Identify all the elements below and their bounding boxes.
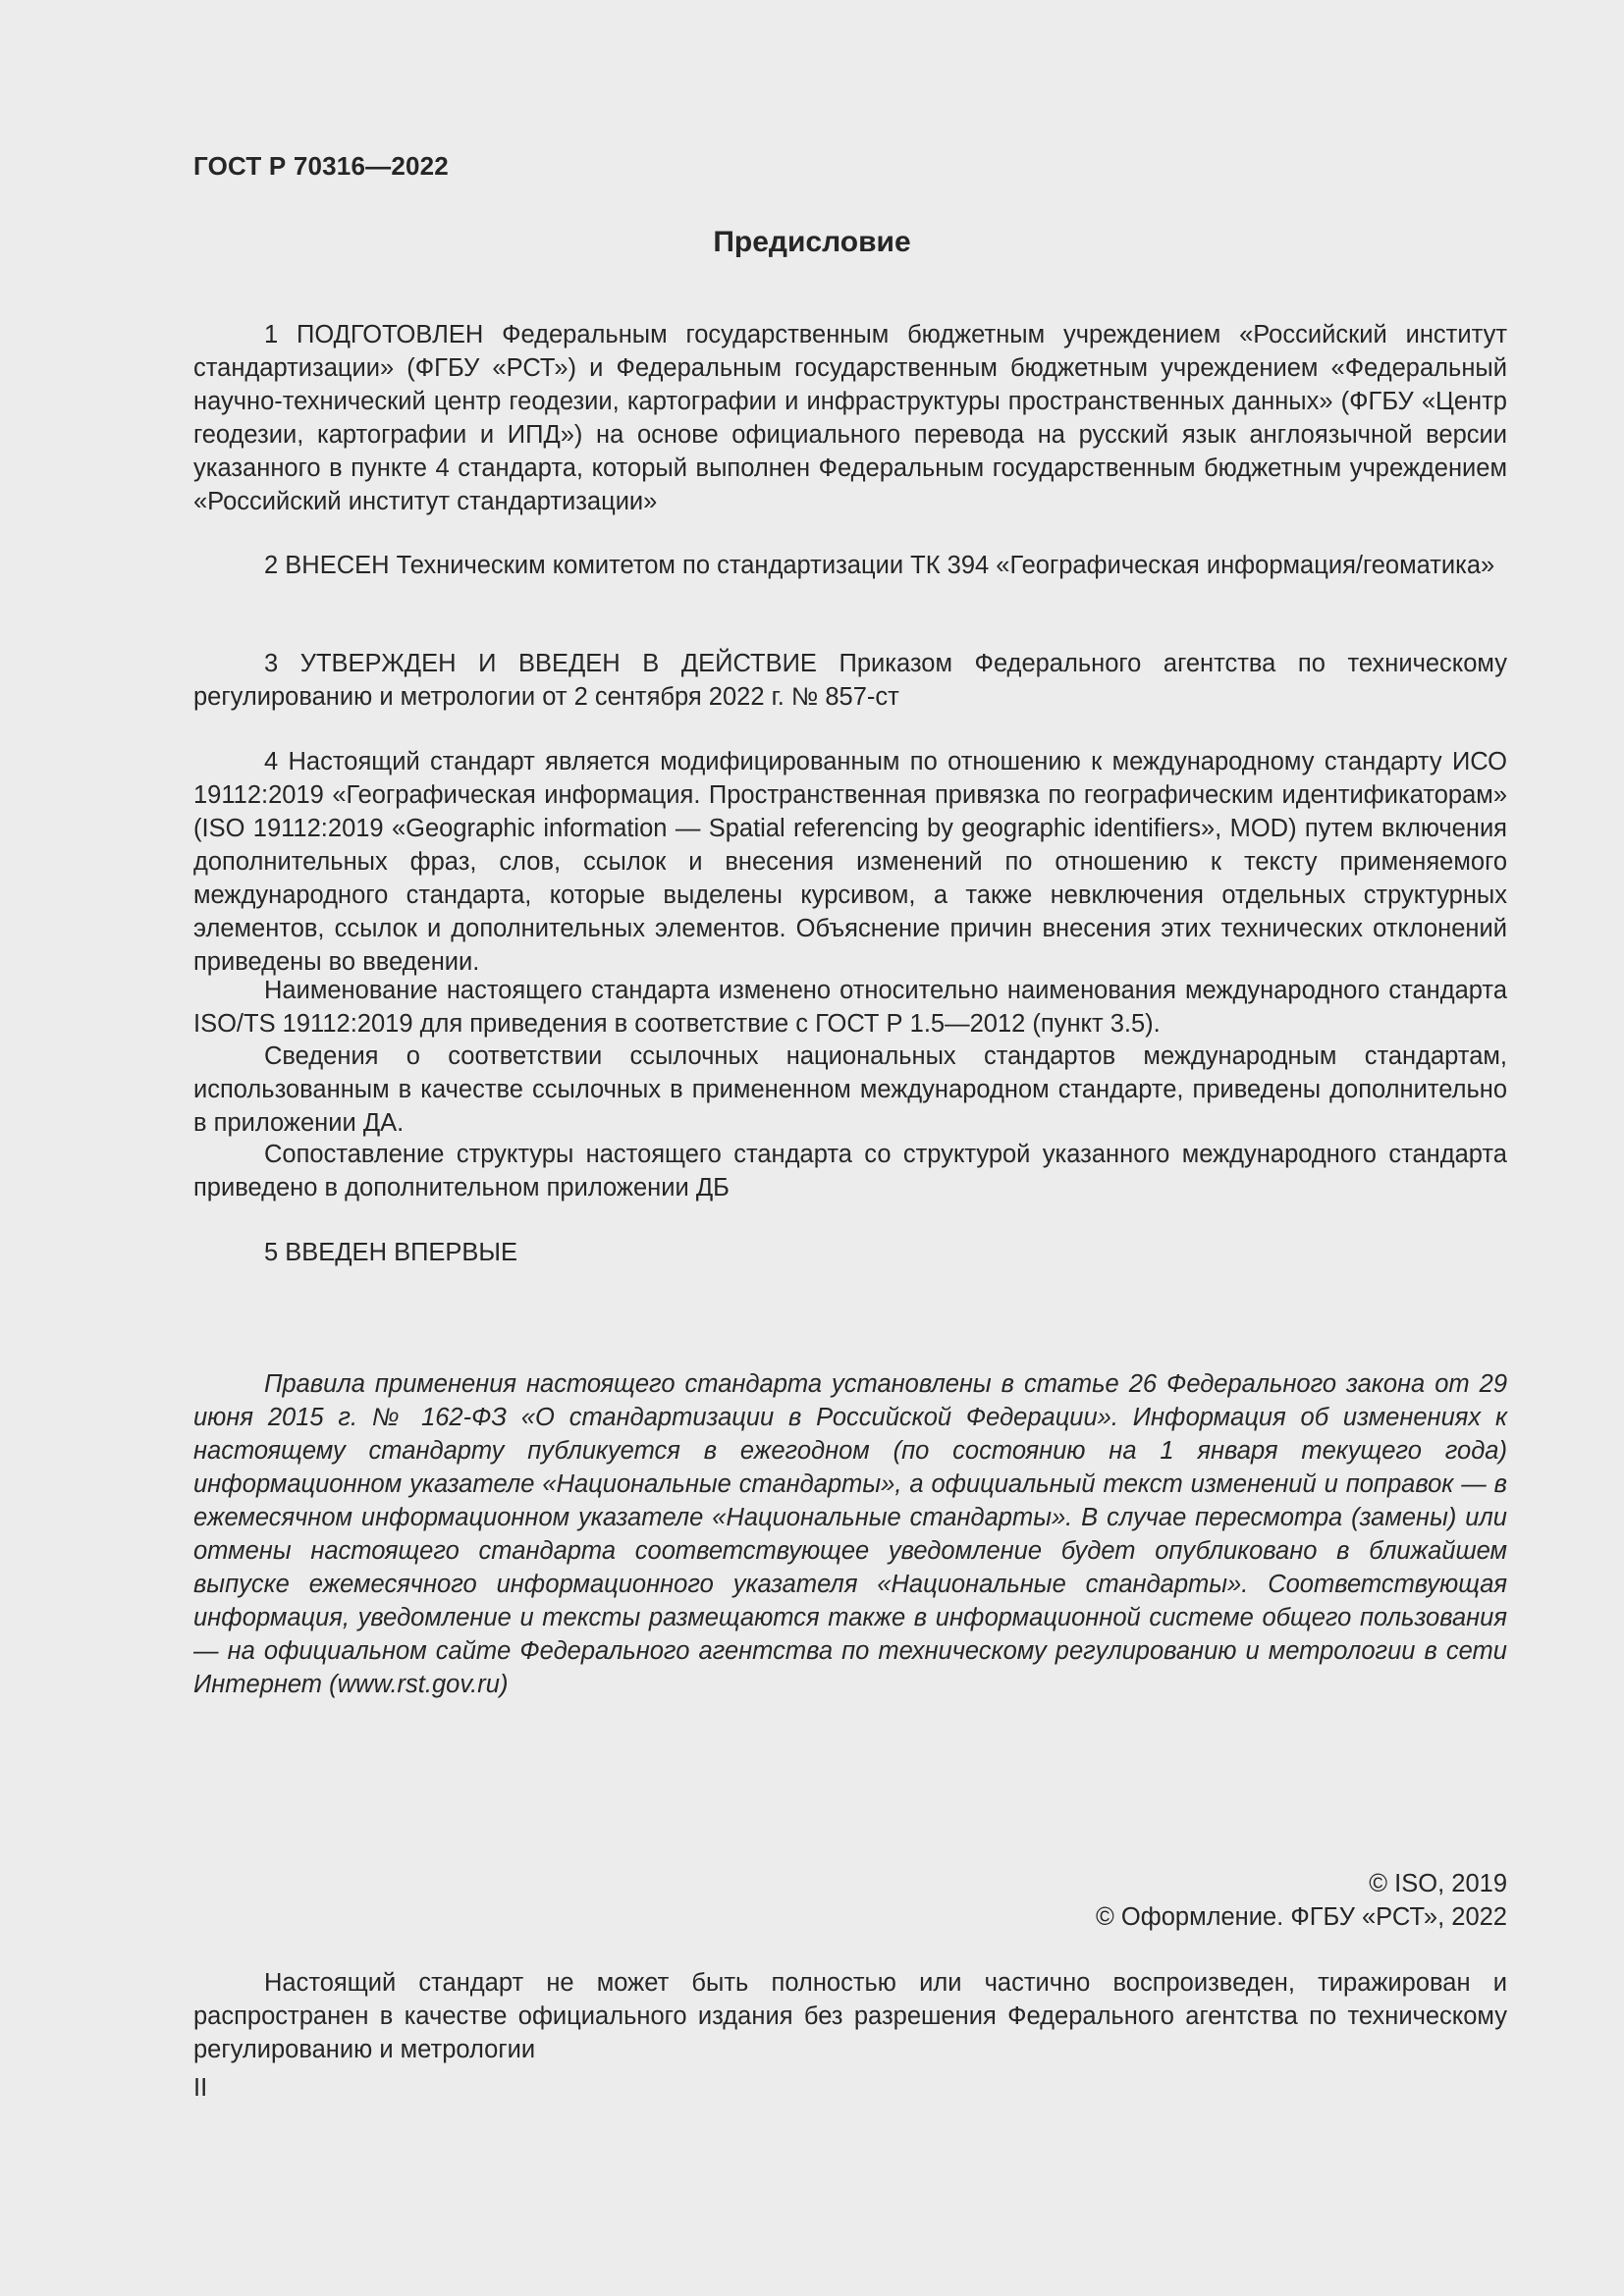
paragraph-1-prepared: 1 ПОДГОТОВЛЕН Федеральным государственным бюджетным учреждением «Российский институт стандартизации» (ФГБУ «РСТ») и Федеральным государственным бюджетным учреждением «Федеральный научно-технический центр геодезии, картографии и инфраструктуры пространственных данных» (ФГБУ «Центр геодезии, картографии и ИПД») на основе официального перевода на русский язык англоязычной версии указанного в пункте 4 стандарта, который выполнен Федеральным государственным бюджетным учреждением «Российский институт стандартизации» <box>193 321 1507 515</box>
paragraph-4-references: Сведения о соответствии ссылочных национальных стандартов международным стандартам, использованным в качестве ссылочных в примененном международном стандарте, приведены дополнительно в приложении ДА. <box>193 1042 1507 1137</box>
paragraph-3-approved: 3 УТВЕРЖДЕН И ВВЕДЕН В ДЕЙСТВИЕ Приказом Федерального агентства по техническому регулированию и метрологии от 2 сентября 2022 г. № 857-ст <box>193 650 1507 711</box>
page-title: Предисловие <box>713 226 911 258</box>
copyright-iso: © ISO, 2019 <box>1369 1870 1507 1897</box>
copyright-rst: © Оформление. ФГБУ «РСТ», 2022 <box>1096 1903 1507 1931</box>
paragraph-5-introduced: 5 ВВЕДЕН ВПЕРВЫЕ <box>264 1239 518 1266</box>
paragraph-2-submitted: 2 ВНЕСЕН Техническим комитетом по стандартизации ТК 394 «Географическая информация/геоматика» <box>264 552 1495 579</box>
paragraph-4-modified: 4 Настоящий стандарт является модифицированным по отношению к международному стандарту ИСО 19112:2019 «Географическая информация. Пространственная привязка по географическим идентификаторам» (ISO 19112:2019 «Geographic information — Spatial referencing by geographic identifiers», MOD) путем включения дополнительных фраз, слов, ссылок и внесения изменений по отношению к тексту применяемого международного стандарта, которые выделены курсивом, а также невключения отдельных структурных элементов, ссылок и дополнительных элементов. Объяснение причин внесения этих технических отклонений приведены во введении. <box>193 748 1507 976</box>
document-code: ГОСТ Р 70316—2022 <box>193 151 449 181</box>
paragraph-4-name-change: Наименование настоящего стандарта изменено относительно наименования международного стандарта ISO/TS 19112:2019 для приведения в соответствие с ГОСТ Р 1.5—2012 (пункт 3.5). <box>193 977 1507 1038</box>
page-number: II <box>193 2074 208 2102</box>
reproduction-notice: Настоящий стандарт не может быть полностью или частично воспроизведен, тиражирован и распространен в качестве официального издания без разрешения Федерального агентства по техническому регулированию и метрологии <box>193 1969 1507 2063</box>
copyright-block <box>193 1867 1507 1934</box>
paragraph-4-structure: Сопоставление структуры настоящего стандарта со структурой указанного международного стандарта приведено в дополнительном приложении ДБ <box>193 1141 1507 1201</box>
application-rules-notice: Правила применения настоящего стандарта установлены в статье 26 Федерального закона от 29 июня 2015 г. № 162-ФЗ «О стандартизации в Российской Федерации». Информация об изменениях к настоящему стандарту публикуется в ежегодном (по состоянию на 1 января текущего года) информационном указателе «Национальные стандарты», а официальный текст изменений и поправок — в ежемесячном информационном указателе «Национальные стандарты». В случае пересмотра (замены) или отмены настоящего стандарта соответствующее уведомление будет опубликовано в ближайшем выпуске ежемесячного информационного указателя «Национальные стандарты». Соответствующая информация, уведомление и тексты размещаются также в информационной системе общего пользования — на официальном сайте Федерального агентства по техническому регулированию и метрологии в сети Интернет (www.rst.gov.ru) <box>193 1370 1507 1698</box>
